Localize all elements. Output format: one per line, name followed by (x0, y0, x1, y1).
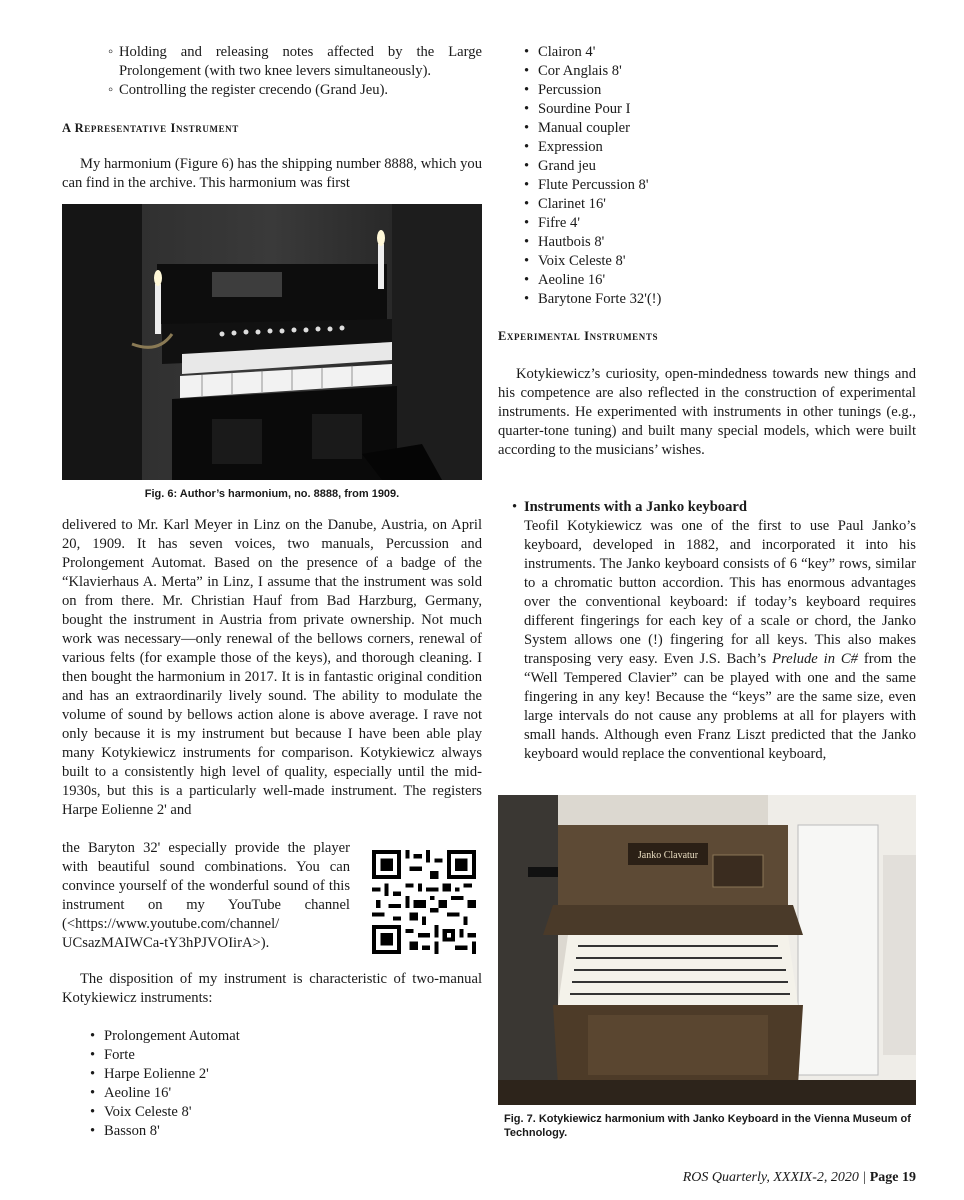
list-item: ◦ Controlling the register crecendo (Grand Jeu). (108, 81, 482, 100)
paragraph: the Baryton 32' especially provide the player with beautiful sound combinations. You can convince yourself of the wonderful sound of this instrument on my YouTube channel (<https://www.youtube.com/channel/ UCsazMAIWCa-tY3hPJVOIirA>). (62, 840, 350, 951)
list-item: • Basson 8' (90, 1122, 390, 1141)
janko-plate-label: Janko Clavatur (637, 850, 699, 861)
emphasis: Prelude in C# (772, 651, 858, 667)
issue-info: , XXXIX-2, 2020 | (766, 1170, 870, 1185)
paragraph: The disposition of my instrument is characteristic of two-manual Kotykiewicz instruments: (62, 971, 482, 1006)
stop-list-left (90, 1027, 390, 1141)
text-run: from the “Well Tempered Clavier” can be played with one and the same fingering in any key! Because the “keys” are the same size, even large intervals do not cause any problems at all for players with small hands. Although even Franz Liszt predicted that the Janko keyboard would replace the conventional keyboard, (524, 651, 916, 762)
page-number: Page 19 (869, 1170, 916, 1185)
list-item: • Grand jeu (524, 157, 824, 176)
paragraph: My harmonium (Figure 6) has the shipping number 8888, which you can find in the archive. This harmonium was first (62, 156, 482, 191)
list-item: • Fifre 4' (524, 214, 824, 233)
list-item: • Voix Celeste 8' (90, 1103, 390, 1122)
list-item: • Clarinet 16' (524, 195, 824, 214)
list-item: • Percussion (524, 81, 824, 100)
list-item: • Barytone Forte 32'(!) (524, 290, 824, 309)
section-heading: Experimental Instruments (498, 329, 659, 343)
janko-harmonium-photo (498, 795, 916, 1105)
page-footer (683, 1170, 916, 1186)
figure-caption: Fig. 7. Kotykiewicz harmonium with Janko Keyboard in the Vienna Museum of Technology. (504, 1113, 911, 1139)
list-item: • Voix Celeste 8' (524, 252, 824, 271)
paragraph: delivered to Mr. Karl Meyer in Linz on the Danube, Austria, on April 20, 1909. It has seven voices, two manuals, Percussion and Prolongement Automat. Based on the presence of a badge of the “Klavierhaus A. Merta” in Linz, I assume that the instrument was sold on from there. Mr. Christian Hauf from Bad Harzburg, Germany, bought the instrument in Austria from private ownership. Not much work was necessary—only renewal of the bellows corners, renewal of various felts (for example those of the keys), and thorough cleaning. I then bought the harmonium in 2017. It is in fantastic original condition and has an extraordinarily lively sound. The ability to modulate the volume of sound by bellows action alone is above average. I rave not only because it is my instrument but because I have been able play many Kotykiewicz instruments for comparison. Kotykiewicz always built to a consistently high level of quality, especially until the mid-1930s, but this is a particularly well-made instrument. The registers Harpe Eolienne 2' and (62, 517, 482, 818)
bullet: • (512, 499, 518, 515)
figure-caption: Fig. 6: Author’s harmonium, no. 8888, from 1909. (144, 488, 400, 500)
paragraph (524, 517, 916, 764)
list-item: • Aeoline 16' (90, 1084, 390, 1103)
subheading (512, 498, 916, 517)
list-item: • Sourdine Pour I (524, 100, 824, 119)
janko-title: Instruments with a Janko keyboard (524, 499, 747, 515)
section-heading: A Representative Instrument (62, 121, 239, 135)
harmonium-photo (62, 204, 482, 480)
journal-name: ROS Quarterly (682, 1170, 767, 1185)
list-item: • Hautbois 8' (524, 233, 824, 252)
list-item: • Aeoline 16' (524, 271, 824, 290)
sub-bullet-list (108, 43, 482, 100)
text-run: Teofil Kotykiewicz was one of the first to use Paul Janko’s keyboard, developed in 1882, and incorporated it into his instruments. The Janko keyboard consists of 6 “key” rows, similar to a chromatic button accordion. This has enormous advantages over the conventional keyboard: if today’s keyboard requires different fingerings for each key of a scale or chord, the Janko System allows one (!) fingering for all keys. This also makes transposing very easy. Even J.S. Bach’s (524, 518, 916, 667)
list-item: • Clairon 4' (524, 43, 824, 62)
list-item: • Cor Anglais 8' (524, 62, 824, 81)
list-item: • Expression (524, 138, 824, 157)
list-item: • Flute Percussion 8' (524, 176, 824, 195)
janko-section (512, 498, 916, 764)
paragraph: Kotykiewicz’s curiosity, open-mindedness towards new things and his competence are also reflected in the construction of experimental instruments. He experimented with instruments in other tunings (e.g., quarter-tone tuning) and built many special models, which were built according to the musicians’ wishes. (498, 366, 916, 458)
list-item: • Prolongement Automat (90, 1027, 390, 1046)
list-item: • Harpe Eolienne 2' (90, 1065, 390, 1084)
list-item: • Manual coupler (524, 119, 824, 138)
youtube-qr-code[interactable] (372, 850, 476, 954)
stop-list-right (524, 43, 824, 309)
list-item: ◦ Holding and releasing notes affected by the Large Prolongement (with two knee levers simultaneously). (108, 43, 482, 81)
list-item: • Forte (90, 1046, 390, 1065)
